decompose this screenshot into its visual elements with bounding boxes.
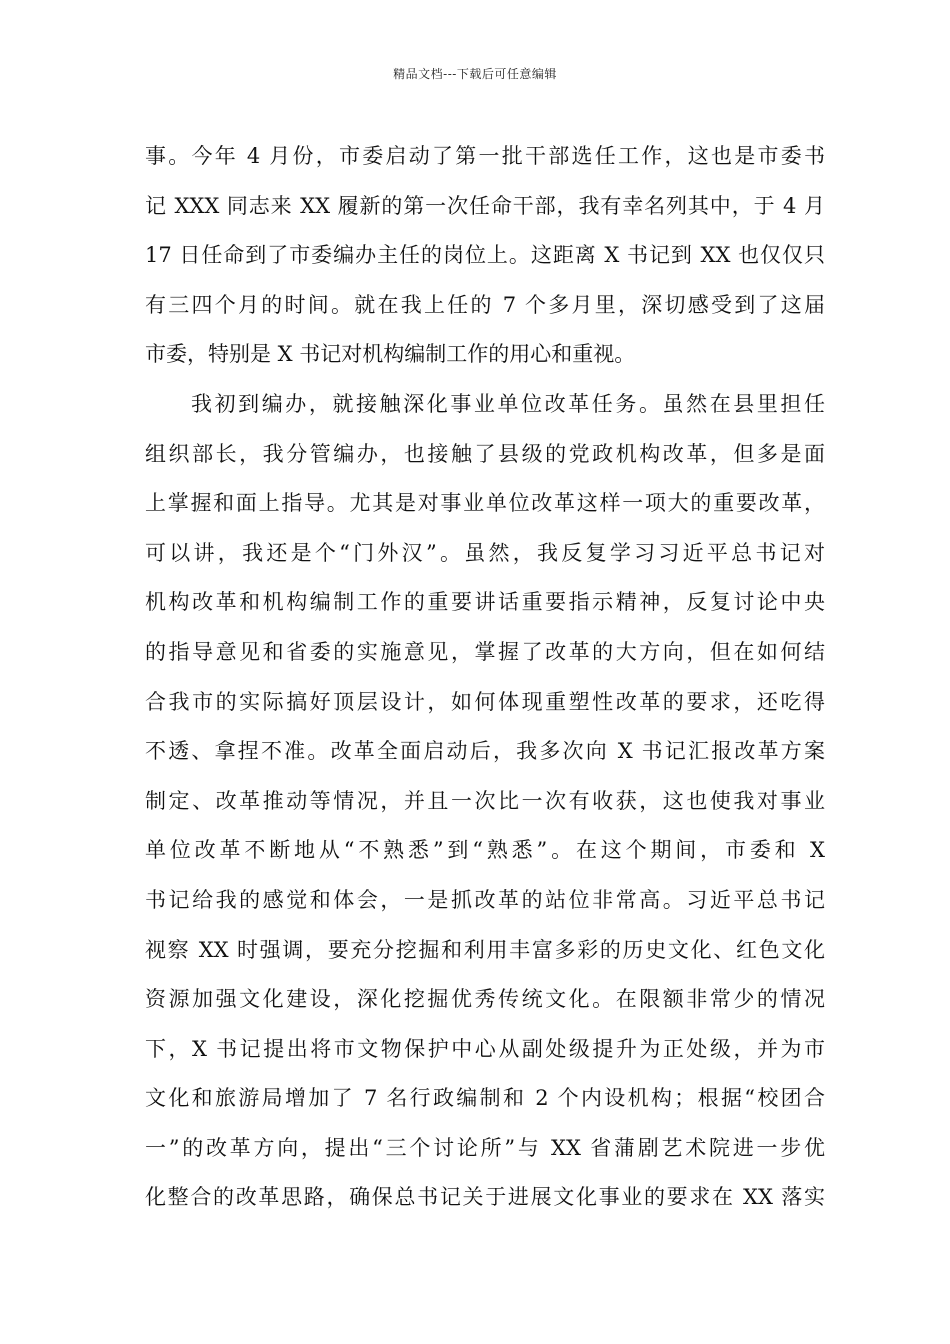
text-line: 视察 XX 时强调，要充分挖掘和利用丰富多彩的历史文化、红色文化 xyxy=(145,937,825,962)
text-line: 事。今年 4 月份，市委启动了第一批干部选任工作，这也是市委书 xyxy=(145,144,825,168)
text-line: 组织部长，我分管编办，也接触了县级的党政机构改革，但多是面 xyxy=(145,441,825,466)
document-body xyxy=(145,132,825,1223)
text-line: 可以讲，我还是个“门外汉”。虽然，我反复学习习近平总书记对 xyxy=(145,540,825,565)
text-line: 的指导意见和省委的实施意见，掌握了改革的大方向，但在如何结 xyxy=(145,639,825,664)
text-line: 下，X 书记提出将市文物保护中心从副处级提升为正处级，并为市 xyxy=(145,1036,825,1061)
text-line: 文化和旅游局增加了 7 名行政编制和 2 个内设机构；根据“校团合 xyxy=(145,1086,825,1111)
text-line: 机构改革和机构编制工作的重要讲话重要指示精神，反复讨论中央 xyxy=(145,590,825,615)
text-line: 上掌握和面上指导。尤其是对事业单位改革这样一项大的重要改革， xyxy=(145,491,825,516)
text-line: 制定、改革推动等情况，并且一次比一次有收获，这也使我对事业 xyxy=(145,788,825,813)
text-line: 化整合的改革思路，确保总书记关于进展文化事业的要求在 XX 落实 xyxy=(145,1185,825,1210)
page-header: 精品文档---下载后可任意编辑 xyxy=(393,67,557,81)
text-line: 有三四个月的时间。就在我上任的 7 个多月里，深切感受到了这届 xyxy=(145,292,825,317)
paragraph-end-line: 市委，特别是 X 书记对机构编制工作的用心和重视。 xyxy=(145,342,636,367)
text-line: 记 XXX 同志来 XX 履新的第一次任命干部，我有幸名列其中，于 4 月 xyxy=(145,193,825,218)
text-line: 一”的改革方向，提出“三个讨论所”与 XX 省蒲剧艺术院进一步优 xyxy=(145,1135,825,1160)
text-line: 17 日任命到了市委编办主任的岗位上。这距离 X 书记到 XX 也仅仅只 xyxy=(145,243,825,268)
paragraph-first-line: 我初到编办，就接触深化事业单位改革任务。虽然在县里担任 xyxy=(191,391,825,416)
text-line: 资源加强文化建设，深化挖掘优秀传统文化。在限额非常少的情况 xyxy=(145,987,825,1012)
text-line: 书记给我的感觉和体会，一是抓改革的站位非常高。习近平总书记 xyxy=(145,887,825,912)
text-line: 合我市的实际搞好顶层设计，如何体现重塑性改革的要求，还吃得 xyxy=(145,689,825,714)
text-line: 不透、拿捏不准。改革全面启动后，我多次向 X 书记汇报改革方案 xyxy=(145,739,825,764)
text-line: 单位改革不断地从“不熟悉”到“熟悉”。在这个期间，市委和 X xyxy=(145,838,825,863)
